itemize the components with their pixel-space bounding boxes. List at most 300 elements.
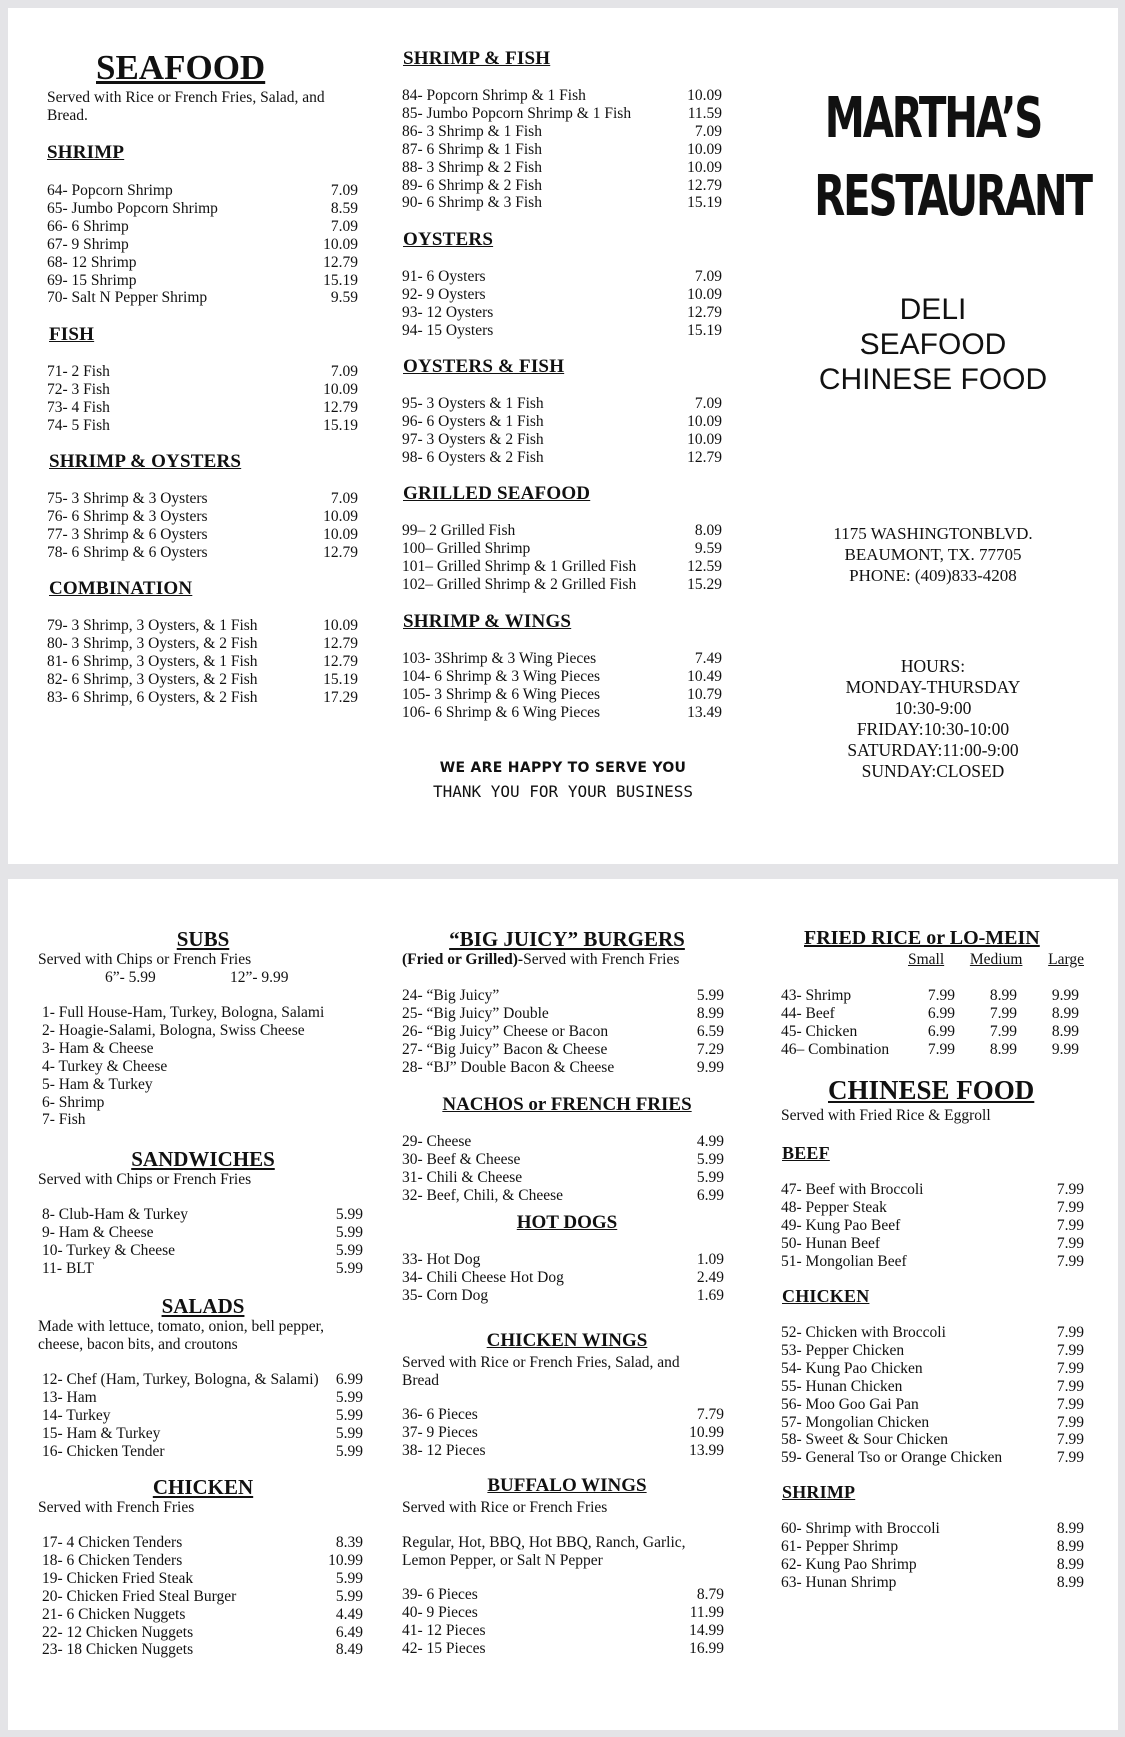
menu-item-price: 8.99 xyxy=(1056,1555,1084,1573)
menu-item-name: 71- 2 Fish xyxy=(47,363,110,380)
menu-item-row xyxy=(42,1224,363,1242)
nachos-title: NACHOS or FRENCH FRIES xyxy=(442,1094,692,1115)
menu-item-name: 60- Shrimp with Broccoli xyxy=(781,1520,940,1537)
menu-item-price: 2.49 xyxy=(696,1268,724,1286)
menu-item-price: 10.49 xyxy=(687,667,722,685)
menu-item-row xyxy=(47,218,358,236)
menu-item-price: 7.99 xyxy=(1056,1395,1084,1413)
menu-item-price: 12.79 xyxy=(323,634,358,652)
menu-item-row xyxy=(402,87,722,105)
menu-item-price: 7.99 xyxy=(1056,1252,1084,1270)
buffalo-note: Served with Rice or French Fries xyxy=(402,1499,608,1516)
chicken-list xyxy=(42,1534,363,1659)
menu-item-name: 23- 18 Chicken Nuggets xyxy=(42,1641,194,1659)
menu-item-name: 93- 12 Oysters xyxy=(402,303,494,321)
buffalo-title: BUFFALO WINGS xyxy=(487,1475,647,1496)
menu-item-name: 54- Kung Pao Chicken xyxy=(781,1359,923,1377)
menu-item-row xyxy=(781,1235,1084,1253)
menu-item-price: 5.99 xyxy=(335,1206,363,1223)
menu-item-name: 3- Ham & Cheese xyxy=(42,1039,154,1057)
menu-item-price: 7.99 xyxy=(1056,1198,1084,1216)
chinese-shrimp-header: SHRIMP xyxy=(782,1482,856,1502)
restaurant-name-line2: RESTAURANT xyxy=(814,164,1091,229)
menu-item-price: 12.79 xyxy=(323,543,358,561)
menu-item-name: 7- Fish xyxy=(42,1111,86,1129)
menu-item-row xyxy=(402,1059,724,1077)
menu-item-name: 56- Moo Goo Gai Pan xyxy=(781,1395,919,1413)
menu-item-row xyxy=(402,1287,724,1305)
price-medium: 8.99 xyxy=(989,1040,1017,1058)
menu-item-row xyxy=(42,1206,363,1224)
menu-item-price: 7.99 xyxy=(1056,1359,1084,1377)
menu-item-price: 8.99 xyxy=(1056,1573,1084,1591)
menu-item-price: 13.49 xyxy=(687,703,722,721)
menu-item-name: 99– 2 Grilled Fish xyxy=(402,522,516,539)
menu-item-row xyxy=(402,704,722,722)
menu-item-name: 58- Sweet & Sour Chicken xyxy=(781,1431,949,1449)
menu-item-name: 97- 3 Oysters & 2 Fish xyxy=(402,430,544,448)
menu-item-name: 102– Grilled Shrimp & 2 Grilled Fish xyxy=(402,575,637,593)
oysters-fish-header: OYSTERS & FISH xyxy=(403,356,565,377)
menu-item-row xyxy=(781,1378,1084,1396)
menu-item-name: 34- Chili Cheese Hot Dog xyxy=(402,1268,564,1286)
menu-item-name: 74- 5 Fish xyxy=(47,416,110,434)
hours-line: FRIDAY:10:30-10:00 xyxy=(856,719,1010,739)
menu-item-price: 15.29 xyxy=(687,575,722,593)
seafood-note: Served with Rice or French Fries, Salad, and Bread. xyxy=(47,89,325,124)
menu-item-price: 8.09 xyxy=(694,522,722,539)
menu-item-row xyxy=(781,1199,1084,1217)
menu-item-price: 5.99 xyxy=(335,1587,363,1605)
hours-line: SUNDAY:CLOSED xyxy=(861,761,1005,781)
menu-item-name: 61- Pepper Shrimp xyxy=(781,1537,899,1555)
menu-item-price: 10.09 xyxy=(687,87,722,104)
menu-item-name: 67- 9 Shrimp xyxy=(47,235,129,253)
price-large: 8.99 xyxy=(1051,1022,1079,1040)
menu-item-row xyxy=(402,1169,724,1187)
shrimp-wings-header: SHRIMP & WINGS xyxy=(403,611,572,632)
menu-item-row xyxy=(781,1253,1084,1271)
menu-item-name: 83- 6 Shrimp, 6 Oysters, & 2 Fish xyxy=(47,688,258,706)
size-small-label: Small xyxy=(908,951,945,968)
seafood-title: SEAFOOD xyxy=(96,48,266,87)
price-medium: 7.99 xyxy=(989,1022,1017,1040)
menu-item-price: 8.39 xyxy=(335,1534,363,1551)
menu-item-row xyxy=(47,689,358,707)
menu-item-row xyxy=(402,522,722,540)
menu-item-row xyxy=(402,431,722,449)
combination-header: COMBINATION xyxy=(49,578,193,599)
menu-item-name: 94- 15 Oysters xyxy=(402,321,494,339)
menu-item-name: 32- Beef, Chili, & Cheese xyxy=(402,1186,563,1204)
chinese-beef-header: BEEF xyxy=(782,1143,830,1163)
menu-item-name: 19- Chicken Fried Steak xyxy=(42,1569,194,1587)
menu-item-name: 27- “Big Juicy” Bacon & Cheese xyxy=(402,1040,608,1058)
menu-item-price: 15.19 xyxy=(687,194,722,212)
menu-item-row xyxy=(42,1534,363,1552)
menu-item-price: 7.99 xyxy=(1056,1234,1084,1252)
menu-item-row xyxy=(402,286,722,304)
hours-line: SATURDAY:11:00-9:00 xyxy=(847,740,1019,760)
restaurant-name-line1: MARTHA’S xyxy=(824,86,1042,151)
menu-item-name: 29- Cheese xyxy=(402,1133,472,1150)
menu-item-price: 5.99 xyxy=(696,1150,724,1168)
menu-item-price: 8.79 xyxy=(696,1586,724,1603)
menu-item-row xyxy=(402,1151,724,1169)
oysters-fish-list xyxy=(402,395,722,467)
menu-item-row xyxy=(402,1041,724,1059)
menu-item-name: 49- Kung Pao Beef xyxy=(781,1216,901,1234)
shrimp-oysters-header: SHRIMP & OYSTERS xyxy=(49,451,242,472)
menu-item-price: 5.99 xyxy=(335,1406,363,1424)
menu-item-name: 101– Grilled Shrimp & 1 Grilled Fish xyxy=(402,557,637,575)
menu-item-price: 14.99 xyxy=(689,1621,724,1639)
menu-item-row xyxy=(47,254,358,272)
menu-item-row xyxy=(781,1023,1079,1041)
menu-item-price: 5.99 xyxy=(696,1168,724,1186)
shrimp-fish-list xyxy=(402,87,722,212)
menu-item-name: 91- 6 Oysters xyxy=(402,268,486,285)
menu-item-row xyxy=(47,526,358,544)
menu-item-name: 46– Combination xyxy=(781,1040,890,1058)
menu-item-name: 41- 12 Pieces xyxy=(402,1621,486,1639)
menu-item-price: 5.99 xyxy=(335,1259,363,1277)
menu-item-name: 18- 6 Chicken Tenders xyxy=(42,1551,183,1569)
menu-item-row xyxy=(402,1442,724,1460)
menu-item-name: 57- Mongolian Chicken xyxy=(781,1413,930,1431)
menu-item-row xyxy=(402,576,722,594)
menu-item-price: 7.09 xyxy=(694,395,722,412)
menu-item-name: 22- 12 Chicken Nuggets xyxy=(42,1623,194,1641)
wings-list xyxy=(402,1406,724,1460)
grilled-seafood-header: GRILLED SEAFOOD xyxy=(403,483,591,504)
menu-item-price: 13.99 xyxy=(689,1441,724,1459)
menu-item-name: 37- 9 Pieces xyxy=(402,1423,478,1441)
menu-item-price: 10.09 xyxy=(323,380,358,398)
menu-item-name: 79- 3 Shrimp, 3 Oysters, & 1 Fish xyxy=(47,617,258,634)
menu-item-row xyxy=(42,1606,363,1624)
menu-item-price: 12.79 xyxy=(687,448,722,466)
menu-item-price: 7.99 xyxy=(1056,1181,1084,1198)
address-line2: BEAUMONT, TX. 77705 xyxy=(844,545,1022,564)
shrimp-wings-list xyxy=(402,650,722,722)
menu-item-name: 87- 6 Shrimp & 1 Fish xyxy=(402,140,542,158)
menu-item-price: 15.19 xyxy=(323,670,358,688)
menu-item-price: 5.99 xyxy=(335,1424,363,1442)
category-deli: DELI xyxy=(899,293,967,326)
chicken-note: Served with French Fries xyxy=(38,1499,195,1516)
price-large: 8.99 xyxy=(1051,1004,1079,1022)
subs-title: SUBS xyxy=(176,927,230,951)
menu-item-name: 78- 6 Shrimp & 6 Oysters xyxy=(47,543,208,561)
menu-item-name: 64- Popcorn Shrimp xyxy=(47,182,173,199)
menu-item-price: 12.79 xyxy=(323,253,358,271)
menu-item-name: 88- 3 Shrimp & 2 Fish xyxy=(402,158,542,176)
menu-item-name: 26- “Big Juicy” Cheese or Bacon xyxy=(402,1022,609,1040)
subs-size-large: 12”- 9.99 xyxy=(230,969,289,986)
menu-item-name: 68- 12 Shrimp xyxy=(47,253,137,271)
menu-item-price: 7.99 xyxy=(1056,1341,1084,1359)
price-small: 6.99 xyxy=(927,1004,955,1022)
chinese-chicken-header: CHICKEN xyxy=(782,1286,870,1306)
menu-item-price: 5.99 xyxy=(335,1442,363,1460)
menu-item-row xyxy=(42,1624,363,1642)
menu-item-row xyxy=(402,304,722,322)
menu-item-name: 73- 4 Fish xyxy=(47,398,110,416)
menu-item-price: 10.09 xyxy=(323,525,358,543)
menu-item-row xyxy=(781,1574,1084,1592)
menu-item-row xyxy=(42,1425,363,1443)
price-small: 7.99 xyxy=(927,987,955,1004)
menu-item-price: 7.99 xyxy=(1056,1324,1084,1341)
menu-item-row xyxy=(402,105,722,123)
menu-item-row xyxy=(47,289,358,307)
menu-item-name: 92- 9 Oysters xyxy=(402,285,486,303)
menu-item-row xyxy=(42,1371,363,1389)
menu-item-price: 10.09 xyxy=(687,412,722,430)
size-large-label: Large xyxy=(1048,951,1084,968)
menu-item-row xyxy=(402,987,724,1005)
menu-item-price: 8.99 xyxy=(1056,1520,1084,1537)
menu-item-price: 5.99 xyxy=(696,987,724,1004)
menu-item-name: 103- 3Shrimp & 3 Wing Pieces xyxy=(402,650,597,667)
menu-item-name: 89- 6 Shrimp & 2 Fish xyxy=(402,176,542,194)
shrimp-fish-header: SHRIMP & FISH xyxy=(403,48,551,69)
hours-line: 10:30-9:00 xyxy=(894,698,972,718)
burgers-title: “BIG JUICY” BURGERS xyxy=(449,927,685,951)
chinese-shrimp-list xyxy=(781,1520,1084,1592)
menu-item-name: 55- Hunan Chicken xyxy=(781,1377,903,1395)
price-large: 9.99 xyxy=(1051,987,1079,1004)
menu-item-row xyxy=(402,322,722,340)
menu-item-name: 39- 6 Pieces xyxy=(402,1586,478,1603)
menu-item-row xyxy=(47,617,358,635)
menu-item-price: 5.99 xyxy=(335,1241,363,1259)
phone-number: PHONE: (409)833-4208 xyxy=(849,566,1017,585)
menu-item-row xyxy=(402,1023,724,1041)
buffalo-list xyxy=(402,1586,724,1658)
menu-item-row xyxy=(47,236,358,254)
oysters-header: OYSTERS xyxy=(403,229,494,250)
menu-item-name: 52- Chicken with Broccoli xyxy=(781,1324,946,1341)
menu-item-row xyxy=(402,141,722,159)
menu-item-row xyxy=(42,1552,363,1570)
menu-item-row xyxy=(402,1251,724,1269)
category-chinese: CHINESE FOOD xyxy=(818,363,1048,396)
menu-item-row xyxy=(42,1641,363,1659)
menu-item-row xyxy=(42,1588,363,1606)
menu-item-name: 8- Club-Ham & Turkey xyxy=(42,1206,188,1223)
menu-item-name: 96- 6 Oysters & 1 Fish xyxy=(402,412,544,430)
happy-to-serve-text: WE ARE HAPPY TO SERVE YOU xyxy=(439,760,687,776)
menu-item-price: 10.09 xyxy=(687,158,722,176)
menu-item-row xyxy=(47,490,358,508)
chinese-beef-list xyxy=(781,1181,1084,1271)
menu-item-price: 12.79 xyxy=(323,652,358,670)
menu-item-price: 7.49 xyxy=(694,650,722,667)
menu-item-row xyxy=(402,395,722,413)
menu-item-row xyxy=(402,650,722,668)
menu-item-name: 104- 6 Shrimp & 3 Wing Pieces xyxy=(402,667,600,685)
menu-item-price: 10.09 xyxy=(687,430,722,448)
menu-item-name: 80- 3 Shrimp, 3 Oysters, & 2 Fish xyxy=(47,634,258,652)
menu-item-price: 7.09 xyxy=(694,122,722,140)
sandwiches-list xyxy=(42,1206,363,1278)
menu-item-name: 77- 3 Shrimp & 6 Oysters xyxy=(47,525,208,543)
menu-item-price: 10.09 xyxy=(323,617,358,634)
menu-item-row xyxy=(402,413,722,431)
menu-item-price: 15.19 xyxy=(687,321,722,339)
menu-item-price: 12.79 xyxy=(687,176,722,194)
menu-item-price: 10.09 xyxy=(323,507,358,525)
menu-item-name: 98- 6 Oysters & 2 Fish xyxy=(402,448,544,466)
menu-item-row xyxy=(402,1586,724,1604)
sandwiches-title: SANDWICHES xyxy=(131,1147,275,1171)
menu-item-row xyxy=(402,686,722,704)
menu-item-name: 42- 15 Pieces xyxy=(402,1639,486,1657)
menu-item-name: 1- Full House-Ham, Turkey, Bologna, Salami xyxy=(42,1004,325,1021)
menu-item-row xyxy=(781,1414,1084,1432)
menu-item-price: 7.09 xyxy=(330,182,358,199)
menu-item-row xyxy=(47,417,358,435)
menu-item-row xyxy=(781,1538,1084,1556)
menu-item-row xyxy=(47,272,358,290)
menu-item-price: 10.09 xyxy=(687,140,722,158)
menu-item-price: 8.59 xyxy=(330,199,358,217)
shrimp-oysters-list xyxy=(47,490,358,562)
category-seafood: SEAFOOD xyxy=(859,328,1007,361)
menu-item-name: 86- 3 Shrimp & 1 Fish xyxy=(402,122,542,140)
menu-item-price: 7.29 xyxy=(696,1040,724,1058)
menu-item-row xyxy=(781,1181,1084,1199)
menu-item-row xyxy=(402,540,722,558)
menu-item-price: 1.69 xyxy=(696,1286,724,1304)
menu-item-price: 5.99 xyxy=(335,1223,363,1241)
friedrice-title: FRIED RICE or LO-MEIN xyxy=(804,927,1040,949)
chinese-chicken-list xyxy=(781,1324,1084,1467)
price-medium: 8.99 xyxy=(989,987,1017,1004)
menu-item-price: 7.99 xyxy=(1056,1413,1084,1431)
menu-item-name: 13- Ham xyxy=(42,1388,97,1406)
menu-item-name: 59- General Tso or Orange Chicken xyxy=(781,1449,1003,1467)
menu-item-price: 4.49 xyxy=(335,1605,363,1623)
menu-item-name: 30- Beef & Cheese xyxy=(402,1150,521,1168)
menu-item-name: 47- Beef with Broccoli xyxy=(781,1181,924,1198)
wings-note: Served with Rice or French Fries, Salad, and Bread xyxy=(402,1354,680,1389)
price-small: 6.99 xyxy=(927,1022,955,1040)
size-medium-label: Medium xyxy=(969,951,1023,968)
menu-item-name: 5- Ham & Turkey xyxy=(42,1075,153,1093)
menu-item-price: 6.99 xyxy=(696,1186,724,1204)
menu-item-price: 12.79 xyxy=(323,398,358,416)
grilled-seafood-list xyxy=(402,522,722,594)
nachos-list xyxy=(402,1133,724,1205)
menu-item-row xyxy=(402,1005,724,1023)
hours-line: HOURS: xyxy=(900,656,966,676)
menu-item-row xyxy=(781,1449,1084,1467)
burgers-note-rest: Served with French Fries xyxy=(523,951,680,968)
menu-item-row xyxy=(47,671,358,689)
menu-item-row xyxy=(781,1324,1084,1342)
menu-item-price: 12.59 xyxy=(687,557,722,575)
menu-item-name: 100– Grilled Shrimp xyxy=(402,539,531,557)
menu-item-row xyxy=(402,194,722,212)
hotdogs-list xyxy=(402,1251,724,1305)
menu-item-row xyxy=(47,635,358,653)
menu-item-row xyxy=(42,1260,363,1278)
salads-list xyxy=(42,1371,363,1461)
menu-item-price: 11.99 xyxy=(689,1603,724,1621)
menu-item-name: 50- Hunan Beef xyxy=(781,1234,880,1252)
menu-item-name: 48- Pepper Steak xyxy=(781,1198,887,1216)
menu-item-price: 6.59 xyxy=(696,1022,724,1040)
menu-item-row xyxy=(402,1640,724,1658)
subs-note: Served with Chips or French Fries xyxy=(38,951,252,968)
menu-item-price: 7.09 xyxy=(330,217,358,235)
menu-item-name: 20- Chicken Fried Steal Burger xyxy=(42,1587,237,1605)
menu-item-price: 5.99 xyxy=(335,1569,363,1587)
menu-item-row xyxy=(42,1570,363,1588)
menu-item-row xyxy=(402,159,722,177)
menu-item-price: 6.49 xyxy=(335,1623,363,1641)
menu-item-name: 33- Hot Dog xyxy=(402,1251,481,1268)
shrimp-header: SHRIMP xyxy=(47,142,125,163)
menu-item-row xyxy=(42,1407,363,1425)
chinese-food-title: CHINESE FOOD xyxy=(828,1075,1035,1105)
menu-item-name: 24- “Big Juicy” xyxy=(402,987,500,1004)
menu-item-name: 25- “Big Juicy” Double xyxy=(402,1004,549,1022)
menu-item-row xyxy=(42,1389,363,1407)
menu-item-name: 14- Turkey xyxy=(42,1406,111,1424)
menu-page-bottom xyxy=(8,879,1118,1730)
menu-item-price: 9.99 xyxy=(696,1058,724,1076)
menu-item-name: 10- Turkey & Cheese xyxy=(42,1241,176,1259)
menu-item-row xyxy=(781,1041,1079,1059)
menu-item-row xyxy=(402,268,722,286)
sandwiches-note: Served with Chips or French Fries xyxy=(38,1171,252,1188)
menu-item-price: 11.59 xyxy=(687,104,722,122)
combination-list xyxy=(47,617,358,707)
menu-item-name: 85- Jumbo Popcorn Shrimp & 1 Fish xyxy=(402,104,632,122)
subs-size-small: 6”- 5.99 xyxy=(105,969,156,986)
menu-item-name: 21- 6 Chicken Nuggets xyxy=(42,1605,186,1623)
hours-block xyxy=(768,656,1098,782)
menu-item-name: 40- 9 Pieces xyxy=(402,1603,478,1621)
thank-you-text: THANK YOU FOR YOUR BUSINESS xyxy=(432,782,694,801)
menu-item-name: 31- Chili & Cheese xyxy=(402,1168,523,1186)
menu-item-row xyxy=(781,1520,1084,1538)
menu-item-row xyxy=(402,449,722,467)
menu-item-price: 5.99 xyxy=(335,1388,363,1406)
menu-item-name: 106- 6 Shrimp & 6 Wing Pieces xyxy=(402,703,600,721)
fish-header: FISH xyxy=(49,324,95,345)
menu-item-price: 10.99 xyxy=(328,1551,363,1569)
friedrice-list xyxy=(781,987,1079,1059)
menu-item-name: 69- 15 Shrimp xyxy=(47,271,137,289)
menu-item-name: 44- Beef xyxy=(781,1004,835,1022)
menu-item-name: 105- 3 Shrimp & 6 Wing Pieces xyxy=(402,685,600,703)
price-small: 7.99 xyxy=(927,1040,955,1058)
salads-title: SALADS xyxy=(161,1294,245,1318)
menu-item-name: 6- Shrimp xyxy=(42,1093,105,1111)
menu-item-name: 66- 6 Shrimp xyxy=(47,217,129,235)
menu-item-name: 35- Corn Dog xyxy=(402,1286,489,1304)
menu-item-row xyxy=(402,1622,724,1640)
menu-item-price: 10.79 xyxy=(687,685,722,703)
menu-item-row xyxy=(402,1269,724,1287)
menu-item-row xyxy=(781,1005,1079,1023)
menu-item-price: 17.29 xyxy=(323,688,358,706)
